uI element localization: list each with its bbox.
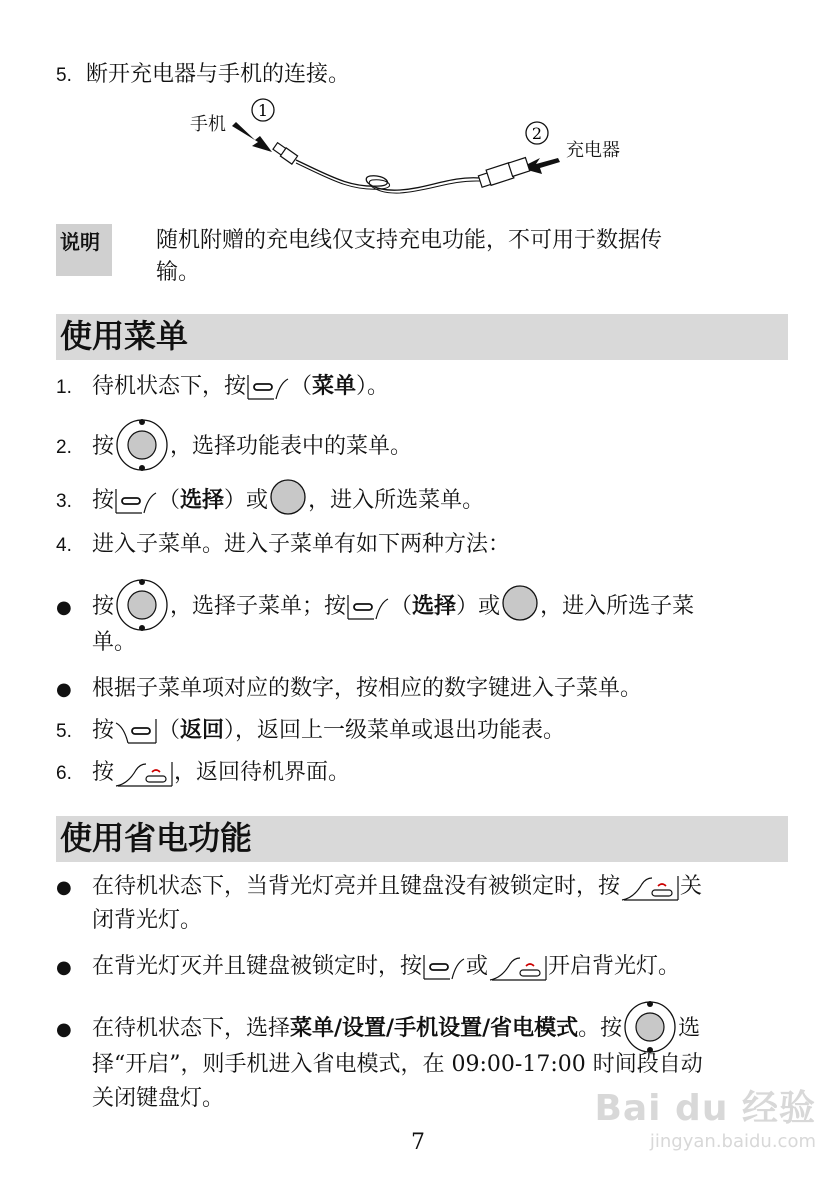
right-softkey-icon — [114, 717, 158, 745]
menu-step-5: 5. 按 （返回），返回上一级菜单或退出功能表。 — [56, 718, 566, 743]
ok-key-icon — [268, 477, 308, 517]
charger-label: 充电器 — [566, 140, 620, 161]
section-header-power-saving: 使用省电功能 — [56, 816, 788, 862]
end-key-icon — [488, 952, 548, 982]
note-label-box: 说明 — [56, 224, 112, 276]
power-bullet-3-cont: 择“开启”，则手机进入省电模式，在 09:00-17:00 时间段自动 — [92, 1052, 703, 1077]
end-key-icon — [620, 872, 680, 902]
ok-key-icon — [500, 583, 540, 623]
menu-step-1: 1. 待机状态下，按 （菜单）。 — [56, 374, 390, 399]
watermark-brand: Bai du 经验 — [594, 1088, 816, 1129]
menu-step-3: 3. 按 （选择）或 ，进入所选菜单。 — [56, 484, 484, 519]
navigation-key-icon — [114, 417, 170, 473]
section-header-menu: 使用菜单 — [56, 314, 788, 360]
menu-bullet-1: ● 按 ，选择子菜单；按 （选择）或 ，进入所选子菜 — [56, 590, 694, 625]
end-key-icon — [114, 758, 174, 788]
left-softkey-icon — [422, 953, 466, 981]
cable-diagram — [180, 96, 640, 196]
menu-bullet-1-cont: 单。 — [92, 630, 137, 655]
left-softkey-icon — [246, 373, 290, 401]
menu-step-4: 4. 进入子菜单。进入子菜单有如下两种方法： — [56, 532, 511, 557]
step-5: 5. 断开充电器与手机的连接。 — [56, 62, 351, 87]
callout-2: 2 — [531, 124, 543, 143]
left-softkey-icon — [346, 593, 390, 621]
power-bullet-1-cont: 闭背光灯。 — [92, 908, 203, 933]
watermark-url: jingyan.baidu.com — [649, 1131, 816, 1152]
watermark — [594, 1080, 816, 1152]
left-softkey-icon — [114, 487, 158, 515]
callout-1: 1 — [257, 101, 269, 120]
power-bullet-2: ● 在背光灯灭并且键盘被锁定时，按 或 开启背光灯。 — [56, 950, 680, 985]
menu-step-2: 2. 按 ，选择功能表中的菜单。 — [56, 430, 412, 465]
note-text-line2: 输。 — [156, 260, 201, 285]
navigation-key-icon — [114, 577, 170, 633]
menu-bullet-2: ● 根据子菜单项对应的数字，按相应的数字键进入子菜单。 — [56, 676, 643, 701]
phone-label: 手机 — [190, 114, 226, 135]
power-bullet-1: ● 在待机状态下，当背光灯亮并且键盘没有被锁定时，按 关 — [56, 870, 702, 905]
page-number: 7 — [411, 1130, 425, 1155]
navigation-key-icon — [622, 999, 678, 1055]
note-text-line1: 随机附赠的充电线仅支持充电功能，不可用于数据传 — [156, 228, 663, 253]
power-bullet-3-cont2: 关闭键盘灯。 — [92, 1086, 225, 1111]
power-bullet-3: ● 在待机状态下，选择菜单/设置/手机设置/省电模式。按 选 — [56, 1012, 700, 1047]
cable-illustration — [180, 96, 640, 196]
menu-step-6: 6. 按 ，返回待机界面。 — [56, 756, 350, 791]
